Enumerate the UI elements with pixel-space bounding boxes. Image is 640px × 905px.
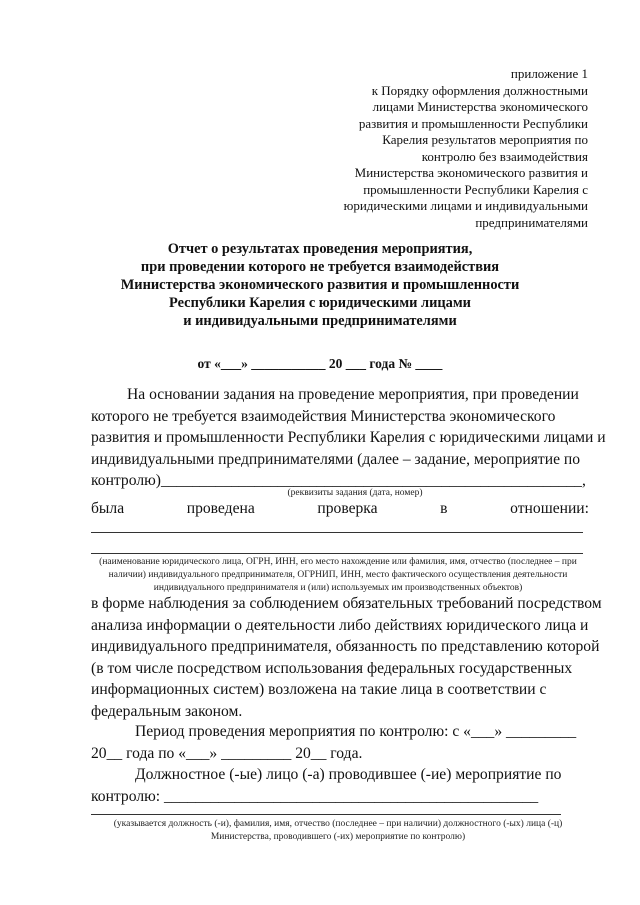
paragraph-line: информационных систем) возложена на такие лица в соответствии с	[91, 681, 547, 698]
title-line: Министерства экономического развития и промышленности	[120, 277, 520, 293]
appendix-line: лицами Министерства экономического	[372, 99, 588, 114]
paragraph-line: Должностное (-ые) лицо (-а) проводившее (-ие) мероприятие по	[135, 766, 562, 783]
paragraph-line: индивидуального предпринимателя, обязанность по представлению которой	[91, 638, 600, 655]
document-title	[90, 240, 550, 330]
appendix-line: развития и промышленности Республики	[358, 115, 588, 131]
inspection-word: была	[91, 500, 125, 517]
paragraph-line: Период проведения мероприятия по контролю: с «___» _________	[135, 723, 577, 740]
appendix-line: Карелия результатов мероприятия по	[382, 132, 588, 147]
note-line: наличии) индивидуального предпринимателя, ОГРНИП, ИНН, место фактического осуществления деятельности	[108, 570, 568, 580]
official-paragraph	[91, 764, 589, 807]
title-line: Отчет о результатах проведения мероприятия,	[167, 241, 473, 257]
note-line: (наименование юридического лица, ОГРН, ИНН, его место нахождение или фамилия, имя, отчество (последнее – при	[99, 557, 577, 567]
appendix-line: Министерства экономического развития и	[354, 165, 588, 180]
entity-details-note	[88, 556, 588, 595]
appendix-line: промышленности Республики Карелия с	[363, 181, 588, 197]
title-line: и индивидуальными предпринимателями	[183, 313, 457, 329]
appendix-line: предпринимателями	[475, 214, 588, 230]
appendix-line: к Порядку оформления должностными	[371, 82, 588, 98]
period-paragraph	[91, 721, 589, 764]
note-line: (указывается должность (-и), фамилия, имя, отчество (последнее – при наличии) должностного (-ых) лица (-ц)	[113, 819, 563, 829]
observation-paragraph	[91, 593, 602, 722]
appendix-line: контролю без взаимодействия	[421, 148, 588, 164]
fill-line	[91, 532, 583, 533]
paragraph-line: анализа информации о деятельности либо действиях юридического лица и	[91, 616, 589, 634]
paragraph-line: (в том числе посредством использования федеральных государственных	[91, 659, 573, 677]
inspection-word: отношении:	[510, 500, 589, 517]
title-line: при проведении которого не требуется взаимодействия	[140, 259, 500, 275]
paragraph-line: контролю: ________________________________________________	[91, 787, 539, 805]
note-line: Министерства, проводившего (-их) мероприятие по контролю)	[210, 832, 466, 842]
paragraph-line: в форме наблюдения за соблюдением обязательных требований посредством	[91, 595, 602, 612]
paragraph-line: 20__ года по «___» _________ 20__ года.	[91, 744, 363, 762]
title-line: Республики Карелия с юридическими лицами	[169, 295, 471, 311]
paragraph-line: развития и промышленности Республики Карелия с юридическими лицами и	[91, 429, 606, 446]
task-details-note: (реквизиты задания (дата, номер)	[287, 488, 423, 498]
fill-line	[91, 814, 561, 815]
appendix-line: приложение 1	[510, 66, 588, 81]
paragraph-line: индивидуальными предпринимателями (далее – задание, мероприятие по	[91, 450, 581, 468]
date-number-line: от «___» ___________ 20 ___ года № ____	[197, 356, 443, 371]
note-line: индивидуального предпринимателя и (или) используемых им производственных объектов)	[153, 583, 523, 593]
official-details-note	[88, 818, 588, 844]
inspection-line	[91, 498, 589, 520]
fill-line	[91, 553, 583, 554]
paragraph-line: федеральным законом.	[91, 702, 243, 720]
paragraph-line: контролю)______________________________________________________,	[91, 472, 586, 489]
basis-paragraph	[91, 384, 606, 492]
appendix-header	[338, 66, 588, 231]
paragraph-line: На основании задания на проведение мероприятия, при проведении	[127, 386, 579, 403]
inspection-word: в	[440, 500, 448, 517]
appendix-line: юридическими лицами и индивидуальными	[343, 198, 588, 213]
paragraph-line: которого не требуется взаимодействия Министерства экономического	[91, 407, 556, 425]
inspection-word: проверка	[317, 500, 378, 517]
inspection-word: проведена	[186, 500, 255, 517]
